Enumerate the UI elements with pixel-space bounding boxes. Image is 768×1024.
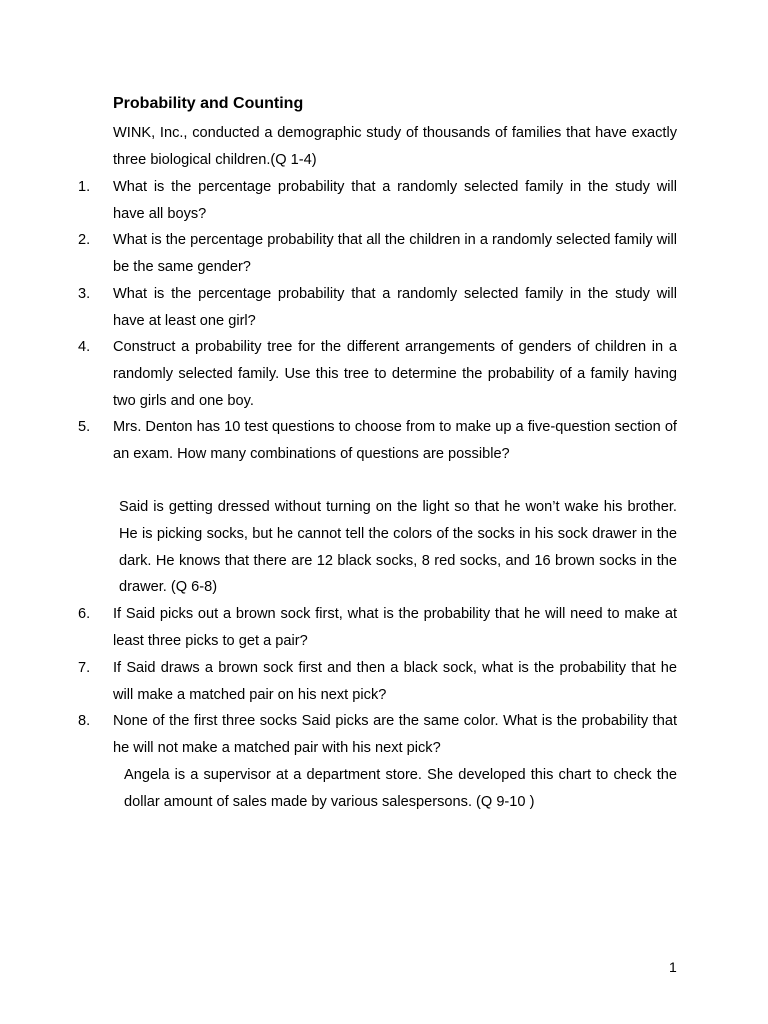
question-number: 5. (78, 419, 91, 435)
intro-paragraph: WINK, Inc., conducted a demographic study of thousands of families that have exactly three biological children.(Q 1-4) (113, 125, 677, 168)
question-text: What is the percentage probability that all the children in a randomly selected family will be the same gender? (113, 232, 677, 275)
question-number: 4. (78, 339, 91, 355)
question-number: 2. (78, 232, 91, 248)
question-number: 3. (78, 286, 91, 302)
question-number: 1. (78, 179, 91, 195)
page-number: 1 (669, 959, 677, 975)
question-text: If Said picks out a brown sock first, what is the probability that he will need to make at least three picks to get a pair? (113, 606, 677, 649)
question-text: If Said draws a brown sock first and then a black sock, what is the probability that he will make a matched pair on his next pick? (113, 660, 677, 703)
question-number: 7. (78, 660, 91, 676)
question-text: What is the percentage probability that a randomly selected family in the study will have all boys? (113, 179, 677, 222)
angela-paragraph: Angela is a supervisor at a department store. She developed this chart to check the dollar amount of sales made by various salespersons. (Q 9-10 ) (124, 767, 677, 810)
question-text: Construct a probability tree for the different arrangements of genders of children in a randomly selected family. Use this tree to determine the probability of a family having two girls and one boy. (113, 339, 677, 409)
question-text: What is the percentage probability that a randomly selected family in the study will have at least one girl? (113, 286, 677, 329)
question-number: 8. (78, 713, 91, 729)
question-number: 6. (78, 606, 91, 622)
document-title: Probability and Counting (113, 95, 304, 112)
question-text: None of the first three socks Said picks are the same color. What is the probability that he will not make a matched pair with his next pick? (113, 713, 677, 756)
question-text: Mrs. Denton has 10 test questions to choose from to make up a five-question section of an exam. How many combinations of questions are possible? (113, 419, 677, 462)
said-paragraph: Said is getting dressed without turning on the light so that he won’t wake his brother. He is picking socks, but he cannot tell the colors of the socks in his sock drawer in the dark. He knows that there are 12 black socks, 8 red socks, and 16 brown socks in the drawer. (Q 6-8) (119, 499, 677, 596)
